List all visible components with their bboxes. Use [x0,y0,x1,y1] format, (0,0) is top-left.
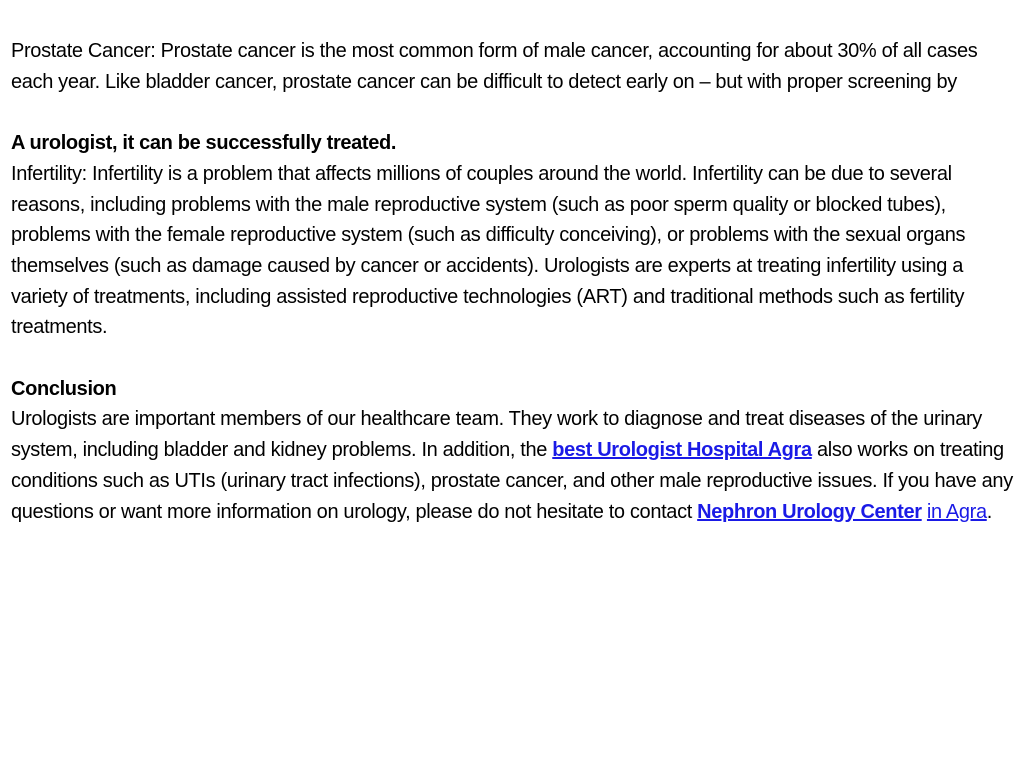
spacer [11,97,1019,128]
conclusion-text-2: also works on treating conditions such as UTIs (urinary tract infections), prostate cancer, and other male reproductive issues. If you have any questions or want more information on urology, please do not hesitate to contact [11,439,1013,523]
conclusion-heading: Conclusion [11,377,117,400]
conclusion-paragraph [11,404,1019,527]
urologist-heading: A urologist, it can be successfully treated. [11,132,397,155]
conclusion-text-1: Urologists are important members of our healthcare team. They work to diagnose and treat diseases of the urinary system, including bladder and kidney problems. In addition, the [11,408,982,462]
best-urologist-hospital-link[interactable]: best Urologist Hospital Agra [552,439,812,462]
nephron-urology-center-link[interactable]: Nephron Urology Center [697,500,922,523]
document-body [11,36,1019,527]
spacer [11,343,1019,374]
prostate-cancer-paragraph: Prostate Cancer: Prostate cancer is the most common form of male cancer, accounting for about 30% of all cases each year. Like bladder cancer, prostate cancer can be difficult to detect early on – but with proper screening by [11,40,978,93]
infertility-paragraph: Infertility: Infertility is a problem that affects millions of couples around the world. Infertility can be due to several reasons, including problems with the male reproductive system (such as poor sperm quality or blocked tubes), problems with the female reproductive system (such as difficulty conceiving), or problems with the sexual organs themselves (such as damage caused by cancer or accidents). Urologists are experts at treating infertility using a variety of treatments, including assisted reproductive technologies (ART) and traditional methods such as fertility treatments. [11,162,966,339]
conclusion-text-4: . [986,500,992,523]
in-agra-link[interactable]: in Agra [926,500,987,523]
